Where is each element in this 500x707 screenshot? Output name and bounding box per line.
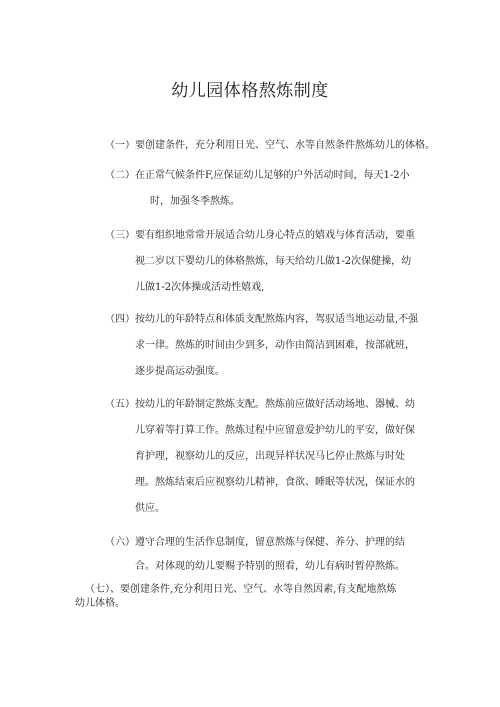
- section-2-line-1: [105, 170, 410, 182]
- section-3-line-3: 儿做1-2次体操或活动性嬉戏,: [135, 282, 265, 293]
- section-6-line-1: [105, 537, 405, 549]
- section-4-marker: （四）: [105, 314, 135, 325]
- section-6-marker: （六）: [105, 537, 135, 548]
- section-5-line-5: 供应。: [135, 503, 165, 514]
- section-4-line-2: 求一律。熬炼的时间由少到多，动作由简洁到困难，按部就班，: [135, 340, 415, 351]
- section-3-marker: （三）: [105, 230, 135, 241]
- section-3-line-1: [105, 230, 415, 242]
- section-6-text-1: 遵守合理的生活作息制度，留意熬炼与保健、养分、护理的结: [135, 537, 405, 548]
- section-5-line-1: [105, 399, 415, 411]
- section-3-line-2: 视二岁以下婴幼儿的体格熬炼，每天给幼儿做1-2次保健操，幼: [135, 256, 412, 267]
- page-title: 幼儿园体格熬炼制度: [171, 81, 329, 101]
- section-2-text-1: 在正常气候条件F,应保证幼儿足够的户外活动时间，每天1-2小: [135, 170, 410, 181]
- section-4-line-3: 逐步提高运动强度。: [135, 366, 225, 377]
- section-4-line-1: [105, 314, 418, 326]
- closing-line-1: （七）、要创建条件,充分利用日光、空气、水等自然因素,有支配地熬炼: [85, 584, 397, 595]
- section-4-text-1: 按幼儿的年龄特点和体质支配熬炼内容，驾驭适当地运动量,不强: [135, 314, 419, 325]
- section-5-marker: （五）: [105, 399, 135, 410]
- closing-line-2: 幼儿体格。: [75, 598, 125, 609]
- section-5-text-1: 按幼儿的年龄制定熬炼支配。熬炼前应做好活动场地、器械、幼: [135, 399, 415, 410]
- section-3-text-1: 要有组织地常常开展适合幼儿身心特点的嬉戏与体育活动，要重: [135, 230, 415, 241]
- section-1-line-1: [105, 140, 435, 152]
- section-1-text: 要创建条件，充分利用日光、空气、水等自然条件熬炼幼儿的体格。: [135, 140, 435, 151]
- section-1-marker: （一）: [105, 140, 135, 151]
- section-5-line-3: 育护理，视察幼儿的反应，出现异样状况马匕停止熬炼与时处: [135, 451, 405, 462]
- section-2-marker: （二）: [105, 170, 135, 181]
- section-2-line-2: 时，加强冬季熬炼。: [150, 196, 240, 207]
- section-5-line-4: 理。熬炼结束后应视察幼儿精神，食欲、睡眠等状况，保证水的: [135, 477, 415, 488]
- section-6-line-2: 合。对体现的幼儿要赐予特别的照看，幼儿有病时暂停熬炼。: [135, 561, 405, 572]
- section-5-line-2: 儿穿着等打算工作。熬炼过程中应留意爱护幼儿的平安，做好保: [135, 425, 415, 436]
